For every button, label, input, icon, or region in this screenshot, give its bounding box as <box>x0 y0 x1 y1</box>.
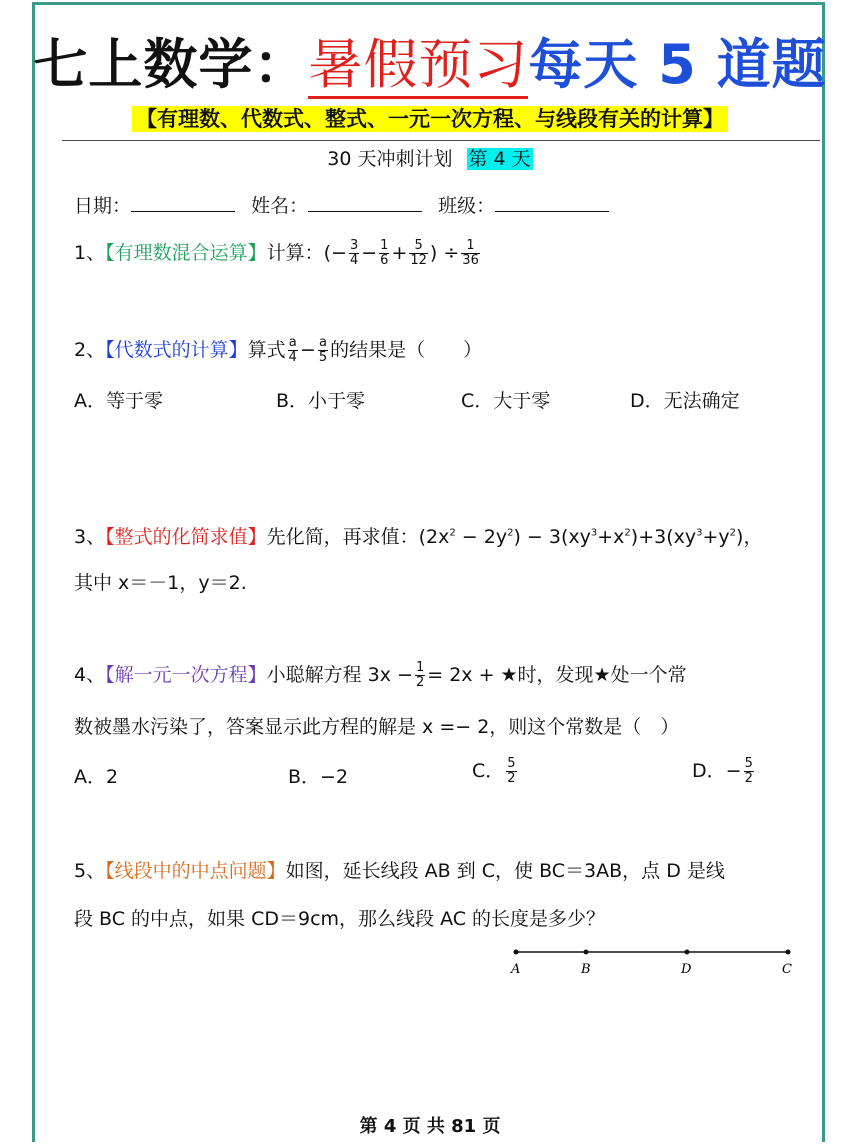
title-part-3: 每天 5 道题 <box>528 33 827 96</box>
operator: − <box>299 339 316 361</box>
question-text: 小聪解方程 3x − <box>266 664 413 686</box>
date-blank[interactable] <box>131 193 235 212</box>
question-number: 1、 <box>74 242 106 264</box>
denominator: 12 <box>410 253 427 268</box>
fraction <box>318 336 328 365</box>
q2-option-d[interactable]: D．无法确定 <box>630 390 740 412</box>
question-tag: 【整式的化简求值】 <box>105 526 267 548</box>
point-d <box>685 950 690 955</box>
fraction <box>379 239 389 268</box>
name-blank[interactable] <box>308 193 422 212</box>
label-a: A <box>511 962 521 977</box>
expr-part: − 2y <box>455 526 508 548</box>
exponent: 2 <box>624 527 631 539</box>
date-label: 日期： <box>74 195 132 217</box>
label-b: B <box>581 962 591 977</box>
page-footer: 第 4 页 共 81 页 <box>359 1116 501 1137</box>
expr-part: ) − 3(xy <box>513 526 591 548</box>
expr-open: (− <box>323 242 347 264</box>
label-d: D <box>681 962 692 977</box>
numerator: 1 <box>380 238 389 253</box>
fraction <box>288 336 298 365</box>
label-c: C <box>782 962 792 977</box>
question-4 <box>74 660 687 690</box>
q4-option-a[interactable]: A．2 <box>74 766 119 788</box>
line-segment-figure <box>500 938 810 984</box>
question-tag: 【代数式的计算】 <box>105 339 248 361</box>
expr-part: +y <box>702 526 730 548</box>
denominator: 4 <box>288 350 297 365</box>
class-label: 班级： <box>438 195 496 217</box>
numerator: a <box>288 335 297 350</box>
question-text: 算式 <box>247 339 286 361</box>
expr-part: )+3(xy <box>630 526 697 548</box>
question-3-line-2: 其中 x＝－1，y＝2. <box>74 572 247 594</box>
point-c <box>786 950 791 955</box>
plan-line <box>0 144 860 171</box>
fraction <box>744 757 754 786</box>
operator: + <box>391 242 408 264</box>
question-text-cont: = 2x + ★时，发现★处一个常 <box>427 664 687 686</box>
q4-option-c[interactable] <box>472 756 519 786</box>
question-tag: 【有理数混合运算】 <box>105 242 267 264</box>
question-number: 3、 <box>74 526 106 548</box>
plan-day-badge: 第 4 天 <box>468 148 531 170</box>
question-2 <box>74 335 482 365</box>
expr-close: ) ÷ <box>429 242 460 264</box>
point-b <box>584 950 589 955</box>
numerator: 1 <box>461 239 480 254</box>
topic-subtitle <box>0 103 860 133</box>
exponent: 3 <box>696 527 703 539</box>
denominator: 2 <box>507 771 516 786</box>
question-3 <box>74 522 762 549</box>
denominator: 4 <box>349 253 359 268</box>
exponent: 2 <box>449 527 456 539</box>
name-label: 姓名： <box>251 195 309 217</box>
exponent: 2 <box>729 527 737 539</box>
point-a <box>514 950 519 955</box>
denominator: 5 <box>318 350 328 365</box>
denominator: 6 <box>380 253 389 268</box>
title-part-1: 七上数学： <box>33 33 309 96</box>
denominator: 36 <box>462 253 479 268</box>
topic-subtitle-text: 【有理数、代数式、整式、一元一次方程、与线段有关的计算】 <box>132 106 728 132</box>
numerator: 1 <box>415 660 425 675</box>
plan-text: 30 天冲刺计划 <box>327 148 453 170</box>
exponent: 2 <box>507 527 514 539</box>
expr-part: (2x <box>418 526 450 548</box>
q4-option-b[interactable]: B．−2 <box>288 766 349 788</box>
numerator: 3 <box>349 238 359 253</box>
numerator: 5 <box>744 756 753 771</box>
operator: − <box>361 242 378 264</box>
question-4-line-2: 数被墨水污染了，答案显示此方程的解是 x =− 2，则这个常数是（ ） <box>74 716 680 738</box>
denominator: 2 <box>744 771 753 786</box>
question-tag: 【线段中的中点问题】 <box>105 860 286 882</box>
q2-option-b[interactable]: B．小于零 <box>276 390 366 412</box>
title-part-2: 暑假预习 <box>308 33 528 99</box>
header-divider <box>62 140 820 141</box>
option-label: C． <box>472 760 505 782</box>
fraction <box>349 239 359 268</box>
question-1 <box>74 238 482 268</box>
question-text-end: 的结果是（ ） <box>330 339 483 361</box>
page-title <box>0 22 860 99</box>
class-blank[interactable] <box>495 193 609 212</box>
question-number: 5、 <box>74 860 106 882</box>
exponent: 3 <box>590 527 598 539</box>
q4-option-d[interactable] <box>692 756 756 786</box>
question-5-line-2: 段 BC 的中点，如果 CD＝9cm，那么线段 AC 的长度是多少？ <box>74 908 606 930</box>
denominator: 2 <box>415 675 425 690</box>
fraction <box>461 239 480 268</box>
q2-option-c[interactable]: C．大于零 <box>461 390 551 412</box>
fraction <box>415 661 425 690</box>
question-number: 2、 <box>74 339 106 361</box>
option-label: D．− <box>692 760 742 782</box>
info-line <box>74 191 609 218</box>
numerator: a <box>318 335 327 350</box>
fraction <box>409 239 428 268</box>
question-text: 先化简，再求值： <box>266 526 419 548</box>
expr-part: +x <box>597 526 625 548</box>
q2-option-a[interactable]: A．等于零 <box>74 390 163 412</box>
question-text: 如图，延长线段 AB 到 C，使 BC＝3AB，点 D 是线 <box>285 860 725 882</box>
numerator: 5 <box>409 239 428 254</box>
question-text: 计算： <box>266 242 324 264</box>
expr-part: )， <box>736 526 763 548</box>
numerator: 5 <box>507 756 516 771</box>
question-5 <box>74 856 725 883</box>
question-number: 4、 <box>74 664 106 686</box>
fraction <box>506 757 516 786</box>
question-tag: 【解一元一次方程】 <box>105 664 267 686</box>
